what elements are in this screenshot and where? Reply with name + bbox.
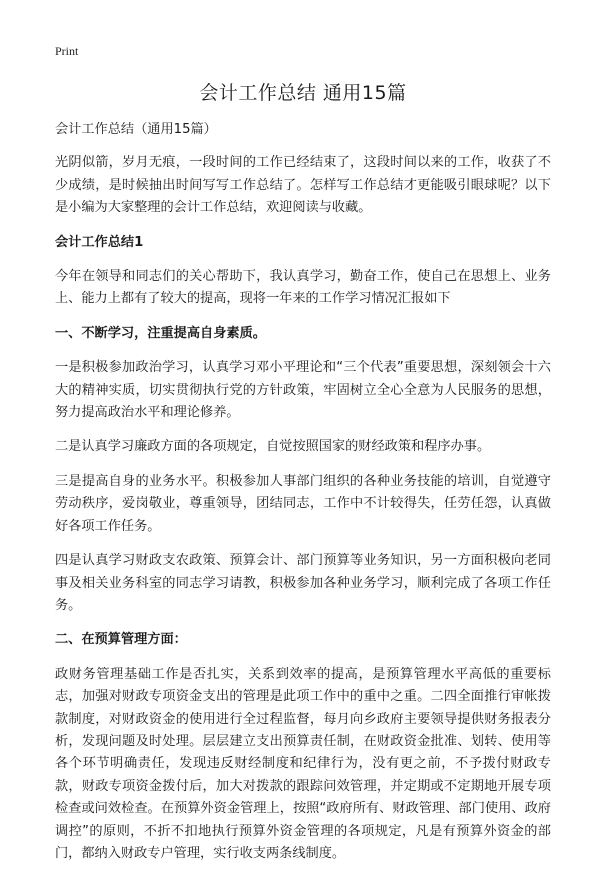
- intro-paragraph: 光阴似箭，岁月无痕，一段时间的工作已经结束了，这段时间以来的工作，收获了不少成绩，是时候抽出时间写写工作总结了。怎样写工作总结才更能吸引眼球呢？以下是小编为大家整理的会计工作总结，欢迎阅读与收藏。: [55, 155, 551, 216]
- part-heading: 二、在预算管理方面：: [55, 632, 187, 648]
- document-subtitle: 会计工作总结（通用15篇）: [55, 122, 217, 137]
- part-heading: 一、不断学习，注重提高自身素质。: [55, 325, 266, 341]
- document-body: [55, 119, 551, 877]
- body-paragraph: 一是积极参加政治学习，认真学习邓小平理论和“三个代表”重要思想，深刻领会十六大的精神实质，切实贯彻执行党的方针政策，牢固树立全心全意为人民服务的思想，努力提高政治水平和理论修养。: [55, 360, 551, 421]
- print-link[interactable]: Print: [55, 44, 79, 58]
- section-intro-paragraph: 今年在领导和同志们的关心帮助下，我认真学习，勤奋工作，使自己在思想上、业务上、能力上都有了较大的提高，现将一年来的工作学习情况汇报如下: [55, 269, 551, 307]
- document-title: 会计工作总结 通用15篇: [199, 82, 407, 104]
- section-heading: 会计工作总结1: [55, 234, 144, 250]
- body-paragraph: 四是认真学习财政支农政策、预算会计、部门预算等业务知识，另一方面积极向老同事及相关业务科室的同志学习请教，积极参加各种业务学习，顺利完成了各项工作任务。: [55, 553, 551, 613]
- body-paragraph: 政财务管理基础工作是否扎实，关系到效率的提高，是预算管理水平高低的重要标志，加强对财政专项资金支出的管理是此项工作中的重中之重。二四全面推行审帐拨款制度，对财政资金的使用进行全过程监督，每月向乡政府主要领导提供财务报表分析，发现问题及时处理。层层建立支出预算责任制，在财政资金批准、划转、使用等各个环节明确责任，发现违反财经制度和纪律行为，没有更之前，不予拨付财政专款，财政专项资金拨付后，加大对拨款的跟踪问效管理，并定期或不定期地开展专项检查或问效检查。在预算外资金管理上，按照“政府所有、财政管理、部门使用、政府调控”的原则，不折不扣地执行预算外资金管理的各项规定，凡是有预算外资金的部门，都纳入财政专户管理，实行收支两条线制度。: [55, 666, 551, 861]
- body-paragraph: 三是提高自身的业务水平。积极参加人事部门组织的各种业务技能的培训，自觉遵守劳动秩序，爱岗敬业，尊重领导，团结同志，工作中不计较得失，任劳任怨，认真做好各项工作任务。: [55, 473, 551, 534]
- body-paragraph: 二是认真学习廉政方面的各项规定，自觉按照国家的财经政策和程序办事。: [55, 439, 491, 455]
